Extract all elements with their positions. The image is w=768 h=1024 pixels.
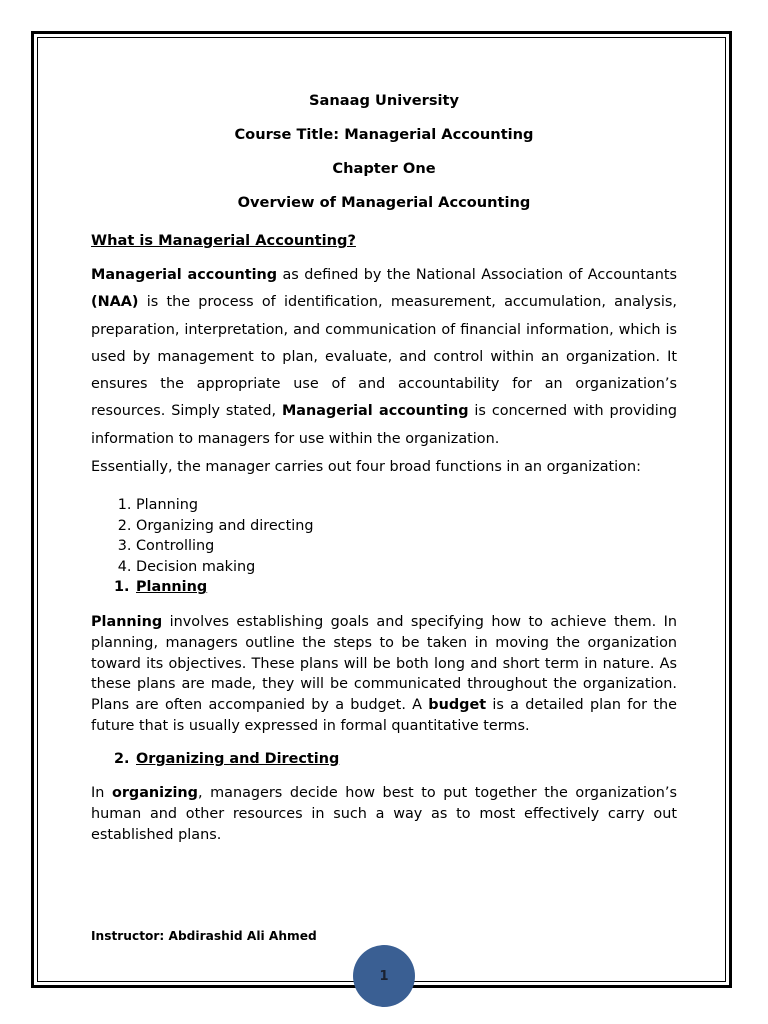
heading-number: 1.	[114, 579, 130, 596]
chapter-label: Chapter One	[332, 160, 436, 177]
document-body	[91, 88, 677, 846]
instructor-footer: Instructor: Abdirashid Ali Ahmed	[91, 929, 317, 943]
paragraph-text: is concerned with providing information to managers for use within the organization.	[91, 403, 677, 447]
bold-term: Managerial accounting	[281, 403, 469, 420]
organizing-paragraph	[91, 783, 677, 845]
list-item: 4. Decision making	[136, 557, 677, 578]
chapter-title: Overview of Managerial Accounting	[237, 194, 531, 211]
list-item: 3. Controlling	[136, 536, 677, 557]
bold-term: Planning	[91, 614, 163, 631]
organizing-heading	[91, 749, 677, 770]
paragraph-text: involves establishing goals and specifying how to achieve them. In planning, managers outline the steps to be taken in moving the organization toward its objectives. These plans will be both long and short term in nature. As these plans are made, they will be communicated throughout the organization. Plans are often accompanied by a budget. A	[91, 614, 677, 714]
definition-paragraph	[91, 262, 677, 453]
bold-term: (NAA)	[91, 294, 139, 311]
list-item: 2. Organizing and directing	[136, 516, 677, 537]
paragraph-text: as defined by the National Association of Accountants	[277, 267, 677, 283]
bold-term: budget	[428, 697, 487, 714]
page-number-badge	[353, 945, 415, 1007]
paragraph-text: , managers decide how best to put together the organization’s human and other resources in such a way as to most effectively carry out established plans.	[91, 785, 677, 844]
page-number: 1	[379, 968, 389, 984]
planning-paragraph	[91, 612, 677, 737]
functions-list	[91, 495, 677, 577]
paragraph-text: is the process of identification, measurement, accumulation, analysis, preparation, interpretation, and communication of financial information, which is used by management to plan, evaluate, and control within an organization. It ensures the appropriate use of and accountability for an organization’s resources. Simply stated,	[91, 294, 677, 420]
section-heading-what-is: What is Managerial Accounting?	[91, 232, 356, 249]
bold-term: organizing	[111, 785, 198, 802]
course-title: Course Title: Managerial Accounting	[234, 126, 534, 143]
paragraph-text: is a detailed plan for the future that is usually expressed in formal quantitative terms.	[91, 697, 677, 735]
functions-intro: Essentially, the manager carries out four broad functions in an organization:	[91, 459, 641, 476]
heading-title: Organizing and Directing	[136, 750, 340, 767]
bold-term: Managerial accounting	[91, 267, 278, 283]
planning-heading	[91, 577, 677, 598]
heading-title: Planning	[136, 579, 208, 596]
list-item: 1. Planning	[136, 495, 677, 516]
heading-number: 2.	[114, 750, 130, 767]
university-title: Sanaag University	[309, 92, 459, 109]
paragraph-text: In	[91, 785, 112, 802]
